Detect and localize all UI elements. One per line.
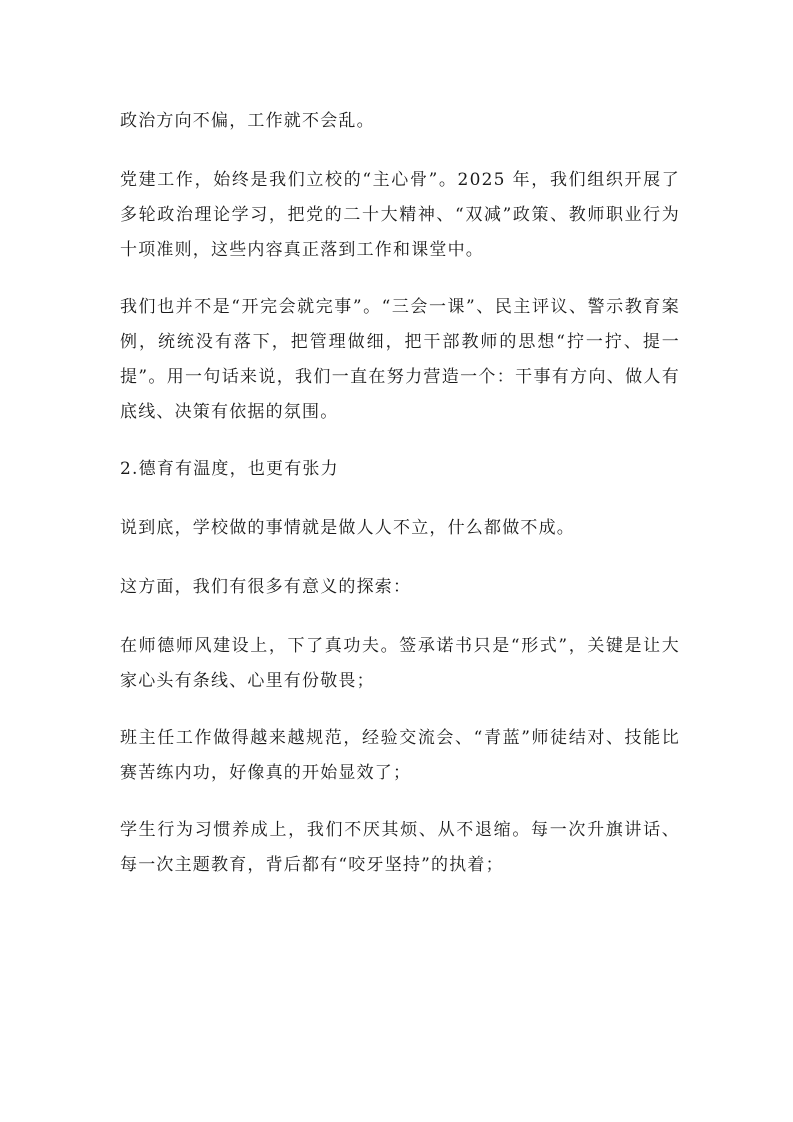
paragraph-school-purpose: 说到底，学校做的事情就是做人人不立，什么都做不成。 <box>120 518 575 538</box>
paragraph-political-direction: 政治方向不偏，工作就不会乱。 <box>120 111 375 131</box>
paragraph-exploration-intro: 这方面，我们有很多有意义的探索： <box>120 577 412 597</box>
document-body <box>120 104 680 905</box>
paragraph-teacher-ethics: 在师德师风建设上，下了真功夫。签承诺书只是“形式”，关键是让大家心头有条线、心里有份敬畏； <box>120 636 680 691</box>
paragraph-class-teacher-work: 班主任工作做得越来越规范，经验交流会、“青蓝”师徒结对、技能比赛苦练内功，好像真的开始显效了； <box>120 728 680 783</box>
paragraph-party-building: 党建工作，始终是我们立校的“主心骨”。2025 年，我们组织开展了多轮政治理论学习，把党的二十大精神、“双减”政策、教师职业行为十项准则，这些内容真正落到工作和课堂中。 <box>120 170 680 260</box>
section-heading-moral-education: 2.德育有温度，也更有张力 <box>120 459 339 479</box>
paragraph-meetings: 我们也并不是“开完会就完事”。“三会一课”、民主评议、警示教育案例，统统没有落下，把管理做细，把干部教师的思想“拧一拧、提一提”。用一句话来说，我们一直在努力营造一个：干事有方向、做人有底线、决策有依据的氛围。 <box>120 297 680 422</box>
paragraph-student-habits: 学生行为习惯养成上，我们不厌其烦、从不退缩。每一次升旗讲话、每一次主题教育，背后都有“咬牙坚持”的执着； <box>120 820 680 875</box>
